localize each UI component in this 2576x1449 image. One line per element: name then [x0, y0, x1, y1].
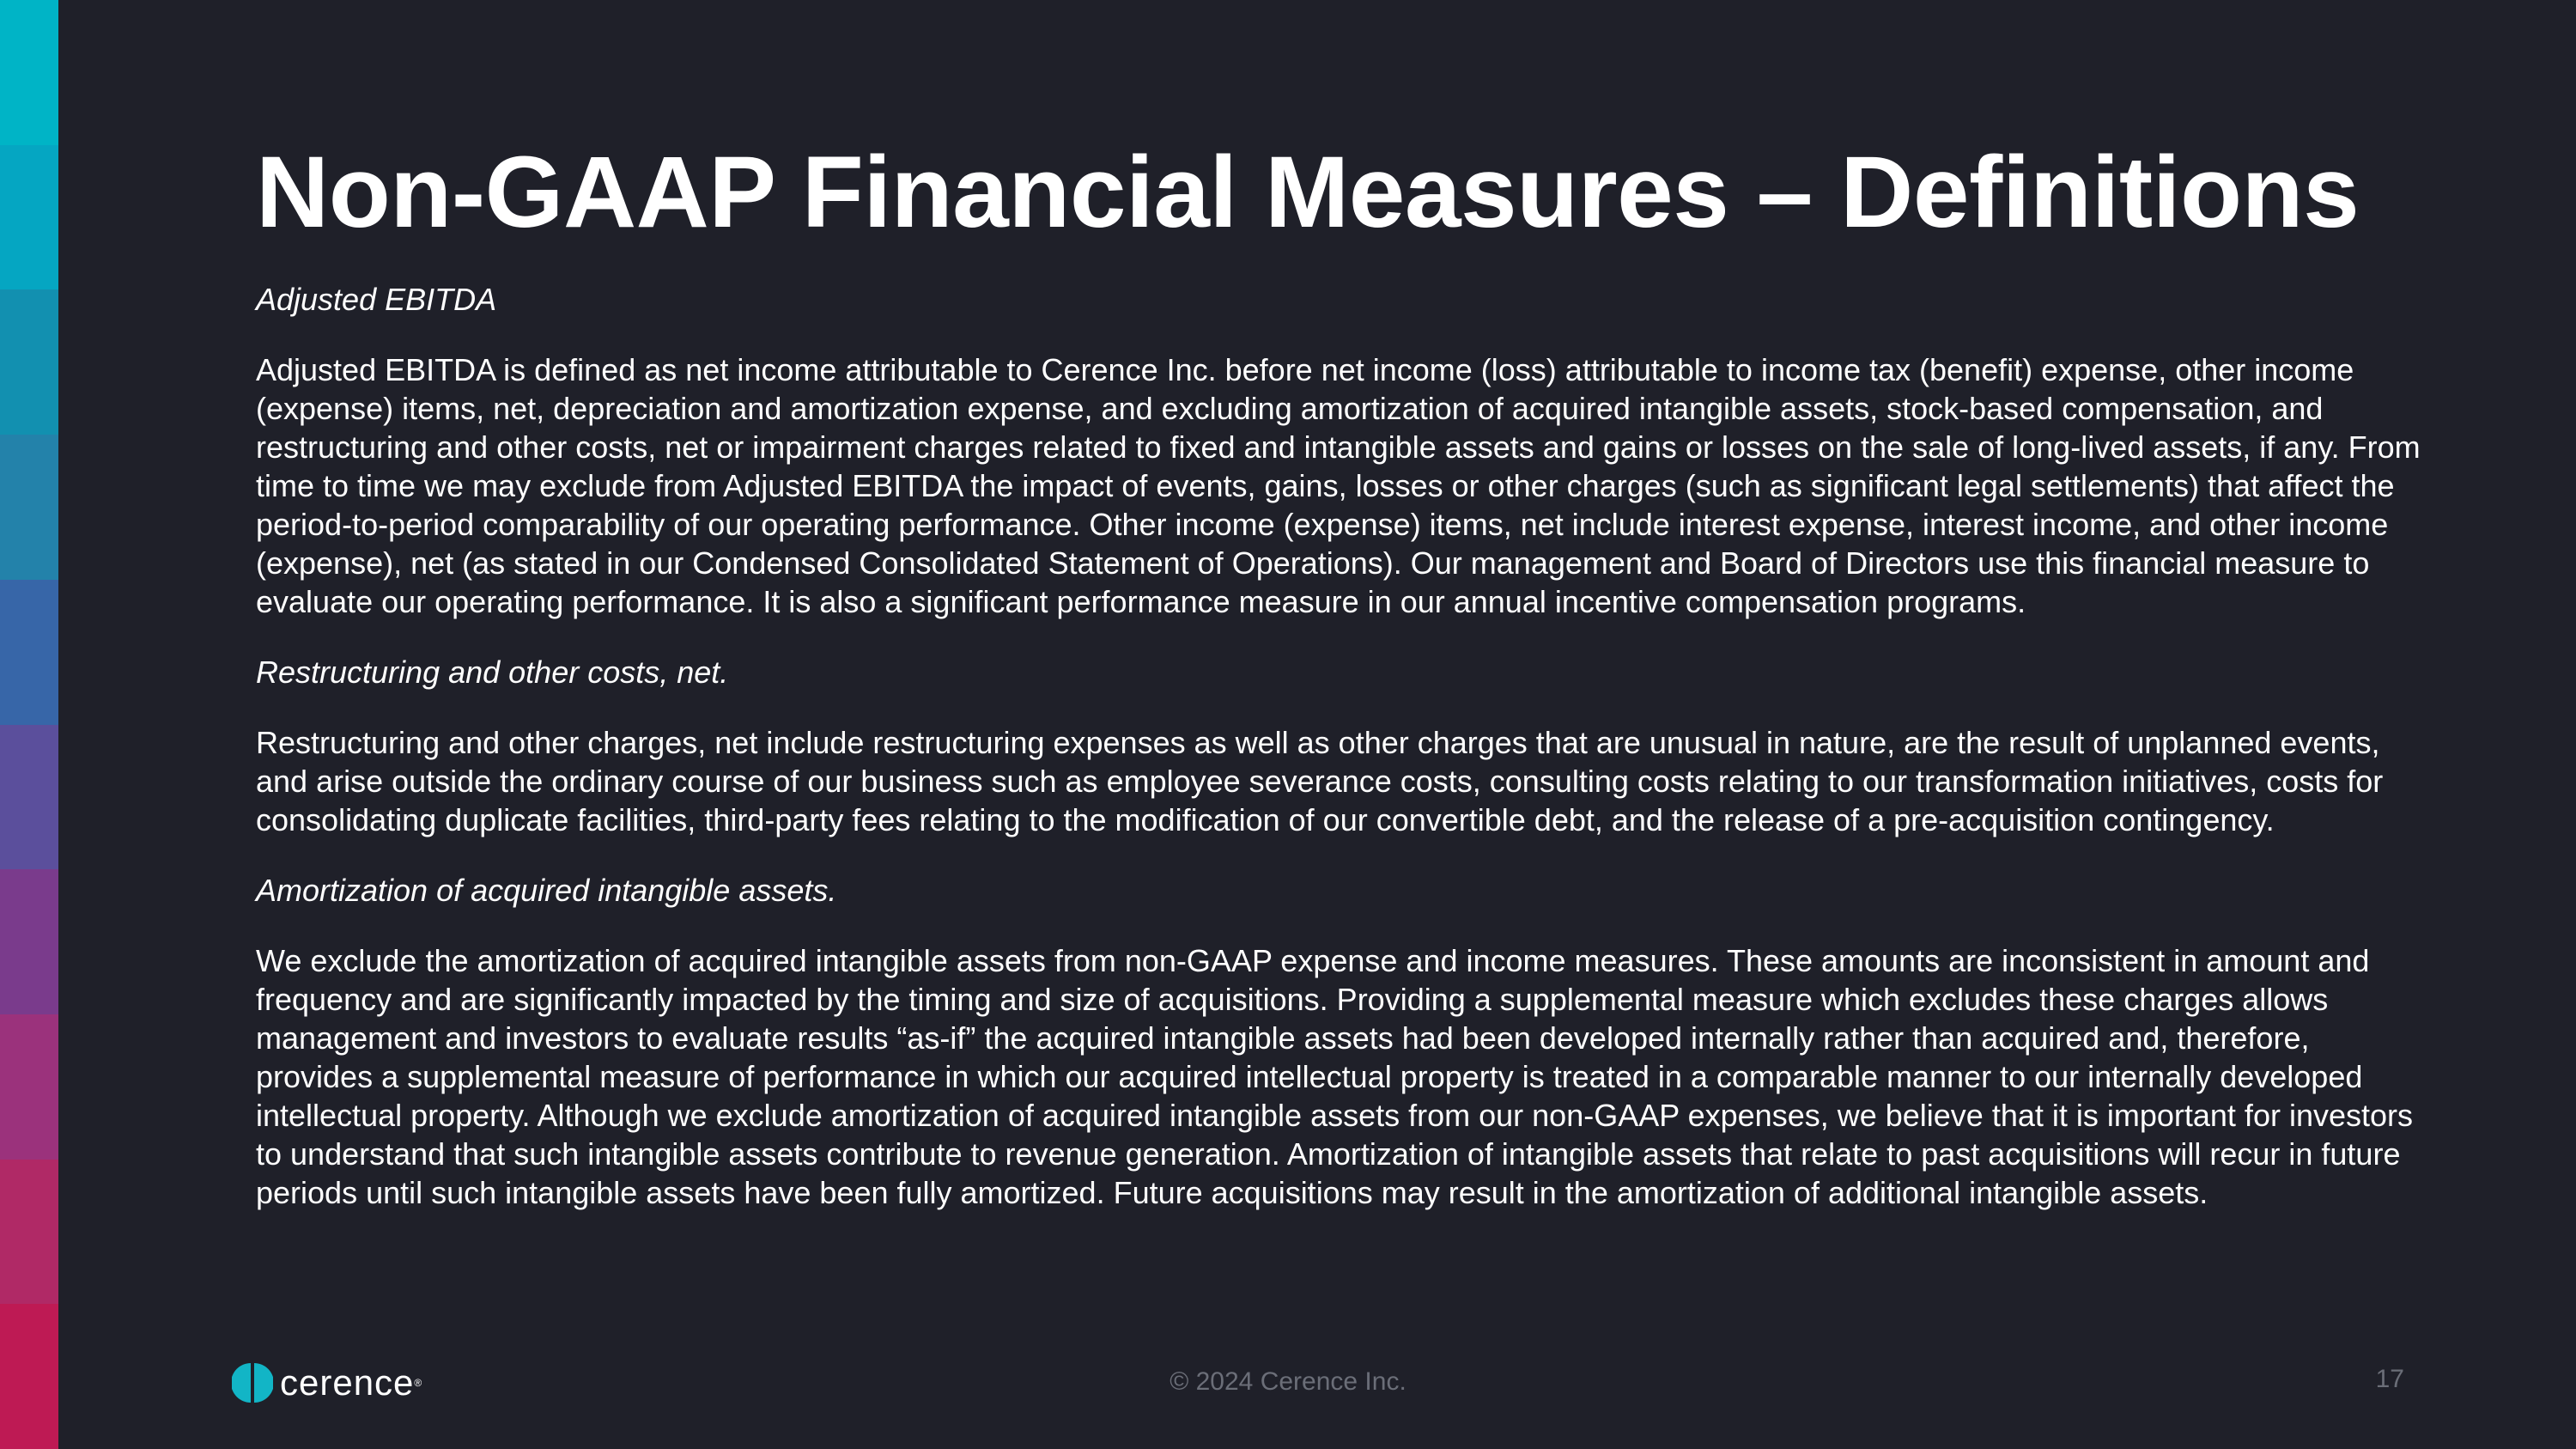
side-bar-band: [0, 1014, 58, 1160]
slide-title: Non-GAAP Financial Measures – Definitions: [256, 136, 2360, 249]
logo-wordmark: cerence: [280, 1362, 415, 1403]
section-heading-restructuring: Restructuring and other costs, net.: [256, 654, 729, 690]
definitions-content: [256, 280, 2428, 1244]
gradient-side-bar: [0, 0, 58, 1449]
side-bar-band: [0, 1160, 58, 1305]
side-bar-band: [0, 725, 58, 870]
section-body-restructuring: Restructuring and other charges, net include restructuring expenses as well as other charges that are unusual in nature, are the result of unplanned events, and arise outside the ordinary course of our business such as employee severance costs, consulting costs relating to our transformation initiatives, costs for consolidating duplicate facilities, third-party fees relating to the modification of our convertible debt, and the release of a pre-acquisition contingency.: [256, 725, 2384, 837]
section-body-amortization: We exclude the amortization of acquired intangible assets from non-GAAP expense and income measures. These amounts are inconsistent in amount and frequency and are significantly impacted by the timing and size of acquisitions. Providing a supplemental measure which excludes these charges allows management and investors to evaluate results “as-if” the acquired intangible assets had been developed internally rather than acquired and, therefore, provides a supplemental measure of performance in which our acquired intellectual property is treated in a comparable manner to our internally developed intellectual property. Although we exclude amortization of acquired intangible assets from our non-GAAP expenses, we believe that it is important for investors to understand that such intangible assets contribute to revenue generation. Amortization of intangible assets that relate to past acquisitions will recur in future periods until such intangible assets have been fully amortized. Future acquisitions may result in the amortization of additional intangible assets.: [256, 943, 2414, 1210]
section-heading-adjusted-ebitda: Adjusted EBITDA: [256, 282, 497, 317]
side-bar-band: [0, 435, 58, 580]
section-heading-amortization: Amortization of acquired intangible assets.: [256, 873, 837, 908]
logo-registered-mark: ®: [414, 1377, 422, 1389]
side-bar-band: [0, 289, 58, 435]
section-body-adjusted-ebitda: Adjusted EBITDA is defined as net income attributable to Cerence Inc. before net income (loss) attributable to income tax (benefit) expense, other income (expense) items, net, depreciation and amortization expense, and excluding amortization of acquired intangible assets, stock-based compensation, and restructuring and other costs, net or impairment charges related to fixed and intangible assets and gains or losses on the sale of long-lived assets, if any. From time to time we may exclude from Adjusted EBITDA the impact of events, gains, losses or other charges (such as significant legal settlements) that affect the period-to-period comparability of our operating performance. Other income (expense) items, net include interest expense, interest income, and other income (expense), net (as stated in our Condensed Consolidated Statement of Operations). Our management and Board of Directors use this financial measure to evaluate our operating performance. It is also a significant performance measure in our annual incentive compensation programs.: [256, 352, 2421, 619]
copyright-notice: © 2024 Cerence Inc.: [1170, 1367, 1406, 1396]
side-bar-band: [0, 869, 58, 1014]
side-bar-band: [0, 580, 58, 725]
side-bar-band: [0, 145, 58, 290]
side-bar-band: [0, 0, 58, 145]
page-number: 17: [2375, 1365, 2404, 1393]
